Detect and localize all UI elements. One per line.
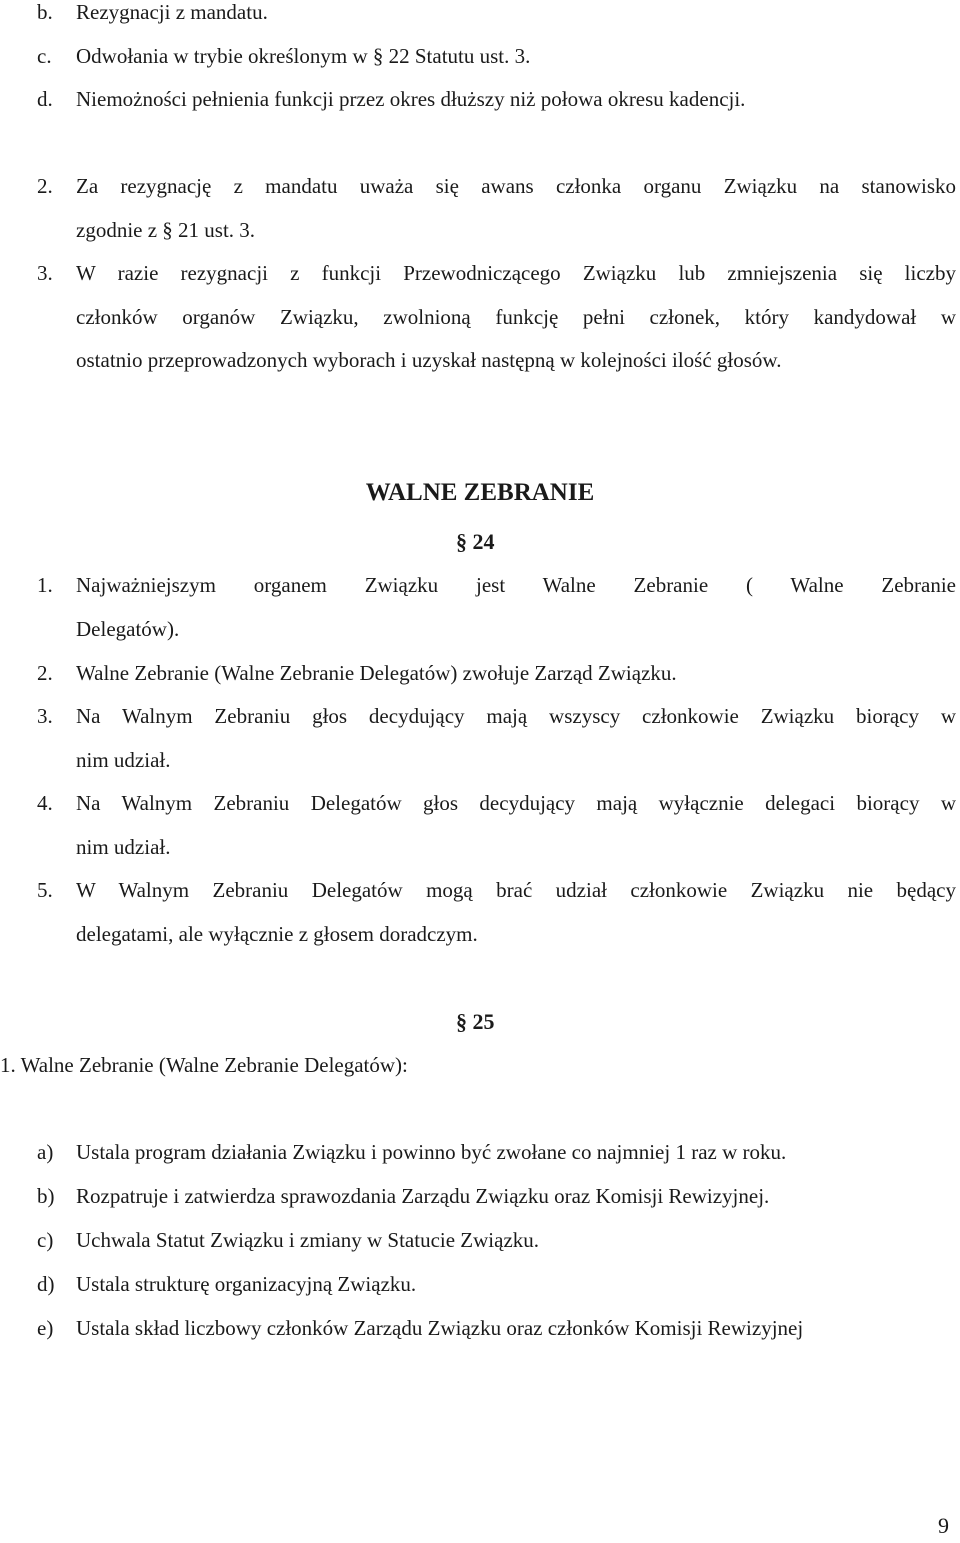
point-label: b) [37,1184,55,1208]
point-label: 3. [37,261,53,285]
point-label: e) [37,1316,54,1340]
list-text: Rozpatruje i zatwierdza sprawozdania Zarządu Związku oraz Komisji Rewizyjnej. [76,1184,770,1208]
paragraph-line: zgodnie z § 21 ust. 3. [76,218,256,242]
list-label: d. [37,87,53,111]
paragraph-line: W Walnym Zebraniu Delegatów mogą brać udział członkowie Związku nie będący [76,878,956,902]
section-25-intro: 1. Walne Zebranie (Walne Zebranie Delegatów): [0,1053,408,1077]
page-number: 9 [938,1513,949,1538]
list-text: Odwołania w trybie określonym w § 22 Statutu ust. 3. [76,44,531,68]
list-item [0,0,960,34]
point-label: 2. [37,174,53,198]
paragraph-line: Za rezygnację z mandatu uważa się awans członka organu Związku na stanowisko [76,174,956,198]
list-label: b. [37,0,53,24]
paragraph-line: delegatami, ale wyłącznie z głosem doradczym. [76,922,478,946]
paragraph-line: ostatnio przeprowadzonych wyborach i uzyskał następną w kolejności ilość głosów. [76,348,782,372]
point-label: 5. [37,878,53,902]
paragraph-line: Najważniejszym organem Związku jest Walne Zebranie ( Walne Zebranie [76,573,956,597]
point-label: 4. [37,791,53,815]
paragraph-line: Delegatów). [76,617,180,641]
point-label: 1. [37,573,53,597]
list-text: Ustala strukturę organizacyjną Związku. [76,1272,417,1296]
section-heading-24: § 24 [456,529,495,554]
paragraph-line: nim udział. [76,748,171,772]
list-label: c. [37,44,52,68]
list-item [0,34,960,78]
list-text: Rezygnacji z mandatu. [76,0,268,24]
list-text: Ustala program działania Związku i powinno być zwołane co najmniej 1 raz w roku. [76,1140,787,1164]
section-heading-25: § 25 [456,1009,495,1034]
list-text: Niemożności pełnienia funkcji przez okres dłuższy niż połowa okresu kadencji. [76,87,746,111]
point-label: c) [37,1228,54,1252]
paragraph-line: Na Walnym Zebraniu głos decydujący mają wszyscy członkowie Związku biorący w [76,704,956,728]
paragraph-line: W razie rezygnacji z funkcji Przewodniczącego Związku lub zmniejszenia się liczby [76,261,956,285]
point-label: 2. [37,661,53,685]
paragraph-line: nim udział. [76,835,171,859]
point-label: d) [37,1272,55,1296]
point-label: a) [37,1140,54,1164]
list-text: Ustala skład liczbowy członków Zarządu Związku oraz członków Komisji Rewizyjnej [76,1316,804,1340]
chapter-title: WALNE ZEBRANIE [365,479,595,506]
point-label: 3. [37,704,53,728]
paragraph-line: członków organów Związku, zwolnioną funkcję pełni członek, który kandydował w [76,305,956,329]
paragraph-line: Walne Zebranie (Walne Zebranie Delegatów) zwołuje Zarząd Związku. [76,661,677,685]
paragraph-line: Na Walnym Zebraniu Delegatów głos decydujący mają wyłącznie delegaci biorący w [76,791,956,815]
list-item [0,77,960,121]
list-text: Uchwala Statut Związku i zmiany w Statucie Związku. [76,1228,540,1252]
